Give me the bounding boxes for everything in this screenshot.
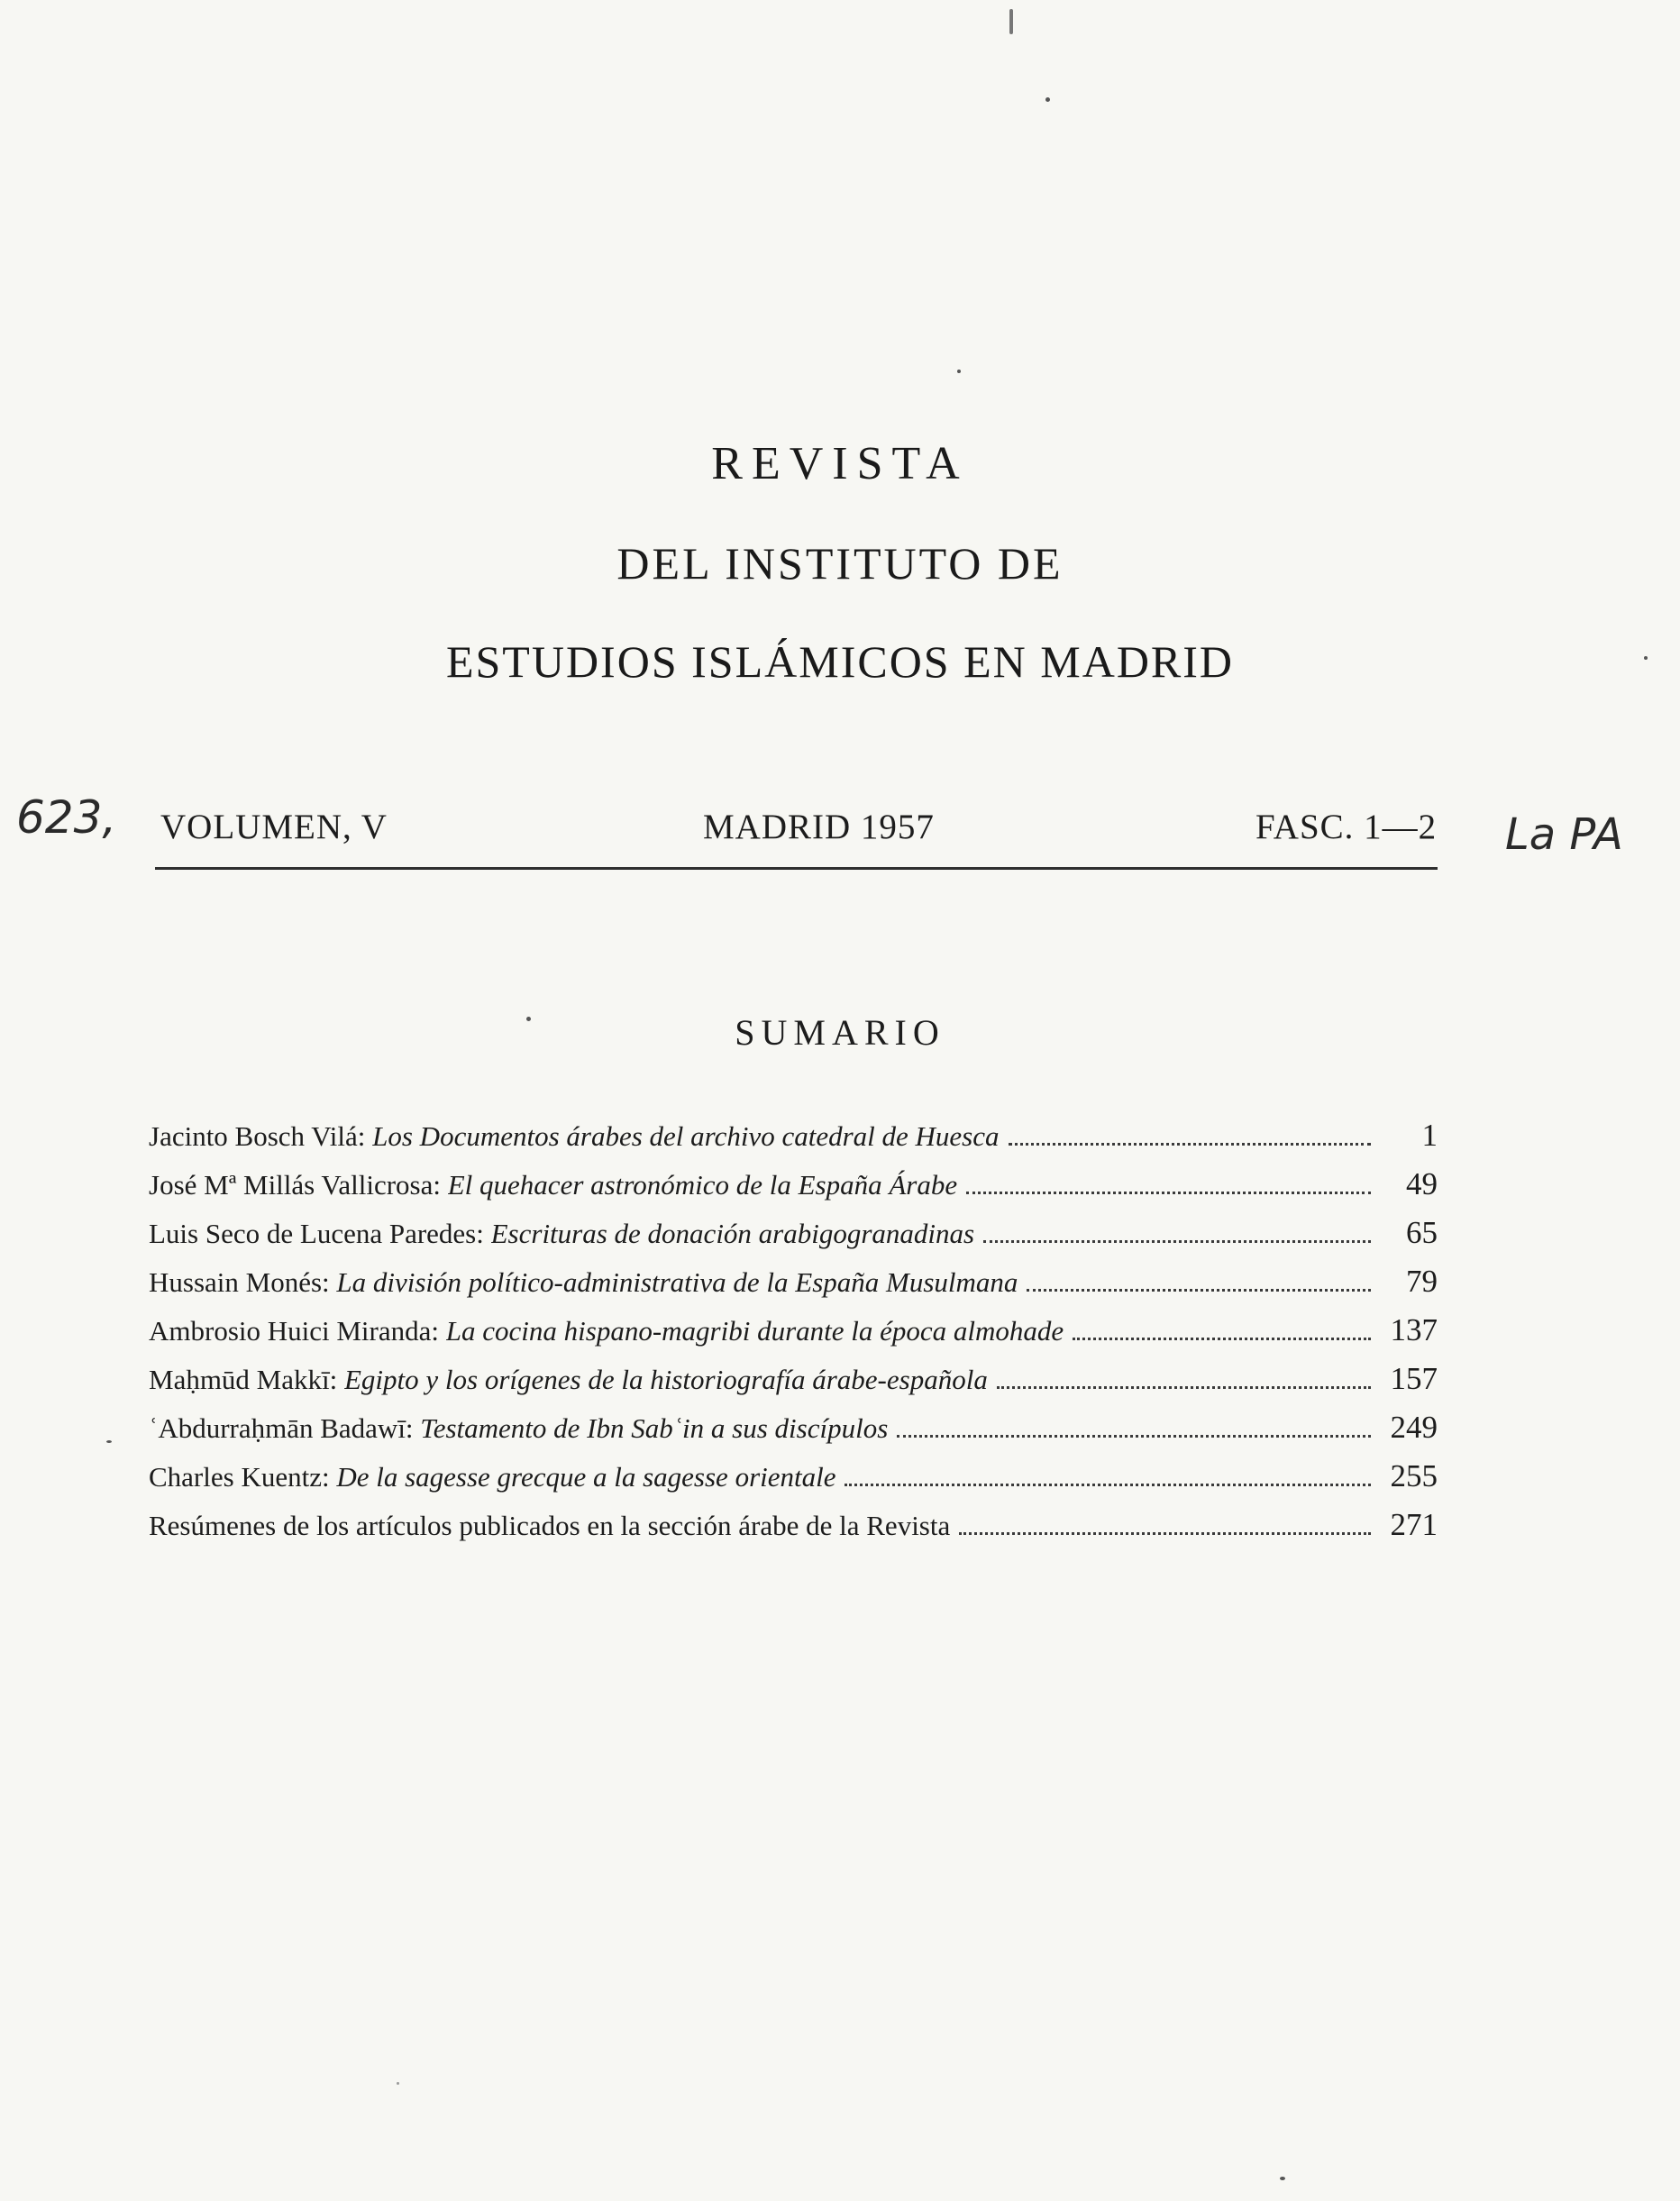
- handwritten-note-left: 623,: [16, 791, 117, 844]
- volume-label: VOLUMEN, V: [160, 808, 388, 846]
- dot-leader: [1027, 1289, 1371, 1292]
- toc-title: Testamento de Ibn Sabʿin a sus discípulos: [420, 1412, 889, 1444]
- toc-page-number: 65: [1406, 1215, 1438, 1250]
- toc-author: Resúmenes de los artículos publicados en la sección árabe de la Revista: [149, 1510, 951, 1541]
- toc-page-number: 79: [1406, 1264, 1438, 1299]
- toc-author: Ambrosio Huici Miranda:: [149, 1315, 440, 1347]
- toc-author: Jacinto Bosch Vilá:: [149, 1120, 366, 1152]
- scan-speck: [1644, 656, 1648, 660]
- toc-entry: [149, 1410, 1438, 1458]
- toc-entry: [149, 1166, 1438, 1215]
- toc-page-number: 137: [1390, 1312, 1438, 1347]
- toc-title: La cocina hispano-magribi durante la época almohade: [445, 1315, 1064, 1347]
- dot-leader: [1009, 1143, 1372, 1146]
- dot-leader: [959, 1532, 1371, 1535]
- contents-heading: SUMARIO: [735, 1012, 945, 1053]
- toc-page-number: 1: [1421, 1118, 1438, 1153]
- scan-speck: [1045, 97, 1050, 102]
- scan-speck: [957, 370, 961, 373]
- toc-title: De la sagesse grecque a la sagesse orientale: [336, 1461, 836, 1493]
- scan-speck: [397, 2082, 399, 2085]
- dot-leader: [897, 1435, 1371, 1438]
- dot-leader: [966, 1192, 1371, 1194]
- toc-author: Charles Kuentz:: [149, 1461, 330, 1493]
- toc-entry: [149, 1458, 1438, 1507]
- toc-author: Hussain Monés:: [149, 1266, 330, 1298]
- handwritten-note-right: La PA: [1505, 809, 1623, 860]
- toc-title: El quehacer astronómico de la España Árabe: [447, 1169, 958, 1201]
- table-of-contents: [149, 1118, 1438, 1556]
- toc-title: Los Documentos árabes del archivo catedral de Huesca: [372, 1120, 1000, 1152]
- toc-author: Luis Seco de Lucena Paredes:: [149, 1218, 484, 1249]
- toc-author: José Mª Millás Vallicrosa:: [149, 1169, 441, 1201]
- toc-title: La división político-administrativa de la España Musulmana: [336, 1266, 1018, 1298]
- place-year-label: MADRID 1957: [703, 808, 935, 846]
- toc-title: Egipto y los orígenes de la historiografía árabe-española: [344, 1364, 988, 1395]
- dot-leader: [983, 1240, 1371, 1243]
- toc-entry: [149, 1507, 1438, 1556]
- toc-entry: [149, 1312, 1438, 1361]
- dot-leader: [1073, 1338, 1371, 1340]
- toc-entry: [149, 1361, 1438, 1410]
- journal-title-line-1: REVISTA: [711, 438, 969, 489]
- toc-page-number: 49: [1406, 1166, 1438, 1201]
- dot-leader: [997, 1386, 1371, 1389]
- toc-entry: [149, 1215, 1438, 1264]
- toc-page-number: 255: [1390, 1458, 1438, 1493]
- scan-speck: [1280, 2177, 1285, 2180]
- toc-entry: [149, 1264, 1438, 1312]
- scan-speck: [526, 1017, 531, 1021]
- toc-page-number: 271: [1390, 1507, 1438, 1542]
- scan-speck: [106, 1440, 112, 1443]
- fascicle-label: FASC. 1—2: [1255, 808, 1438, 846]
- journal-title-line-2: DEL INSTITUTO DE: [616, 538, 1064, 589]
- scan-mark: [1009, 9, 1013, 34]
- toc-title: Escrituras de donación arabigogranadinas: [490, 1218, 975, 1249]
- toc-page-number: 157: [1390, 1361, 1438, 1396]
- toc-author: ʿAbdurraḥmān Badawī:: [149, 1412, 414, 1444]
- header-rule: [155, 867, 1438, 870]
- journal-title-line-3: ESTUDIOS ISLÁMICOS EN MADRID: [445, 636, 1235, 687]
- toc-page-number: 249: [1390, 1410, 1438, 1445]
- toc-author: Maḥmūd Makkī:: [149, 1364, 338, 1395]
- toc-entry: [149, 1118, 1438, 1166]
- dot-leader: [845, 1484, 1371, 1486]
